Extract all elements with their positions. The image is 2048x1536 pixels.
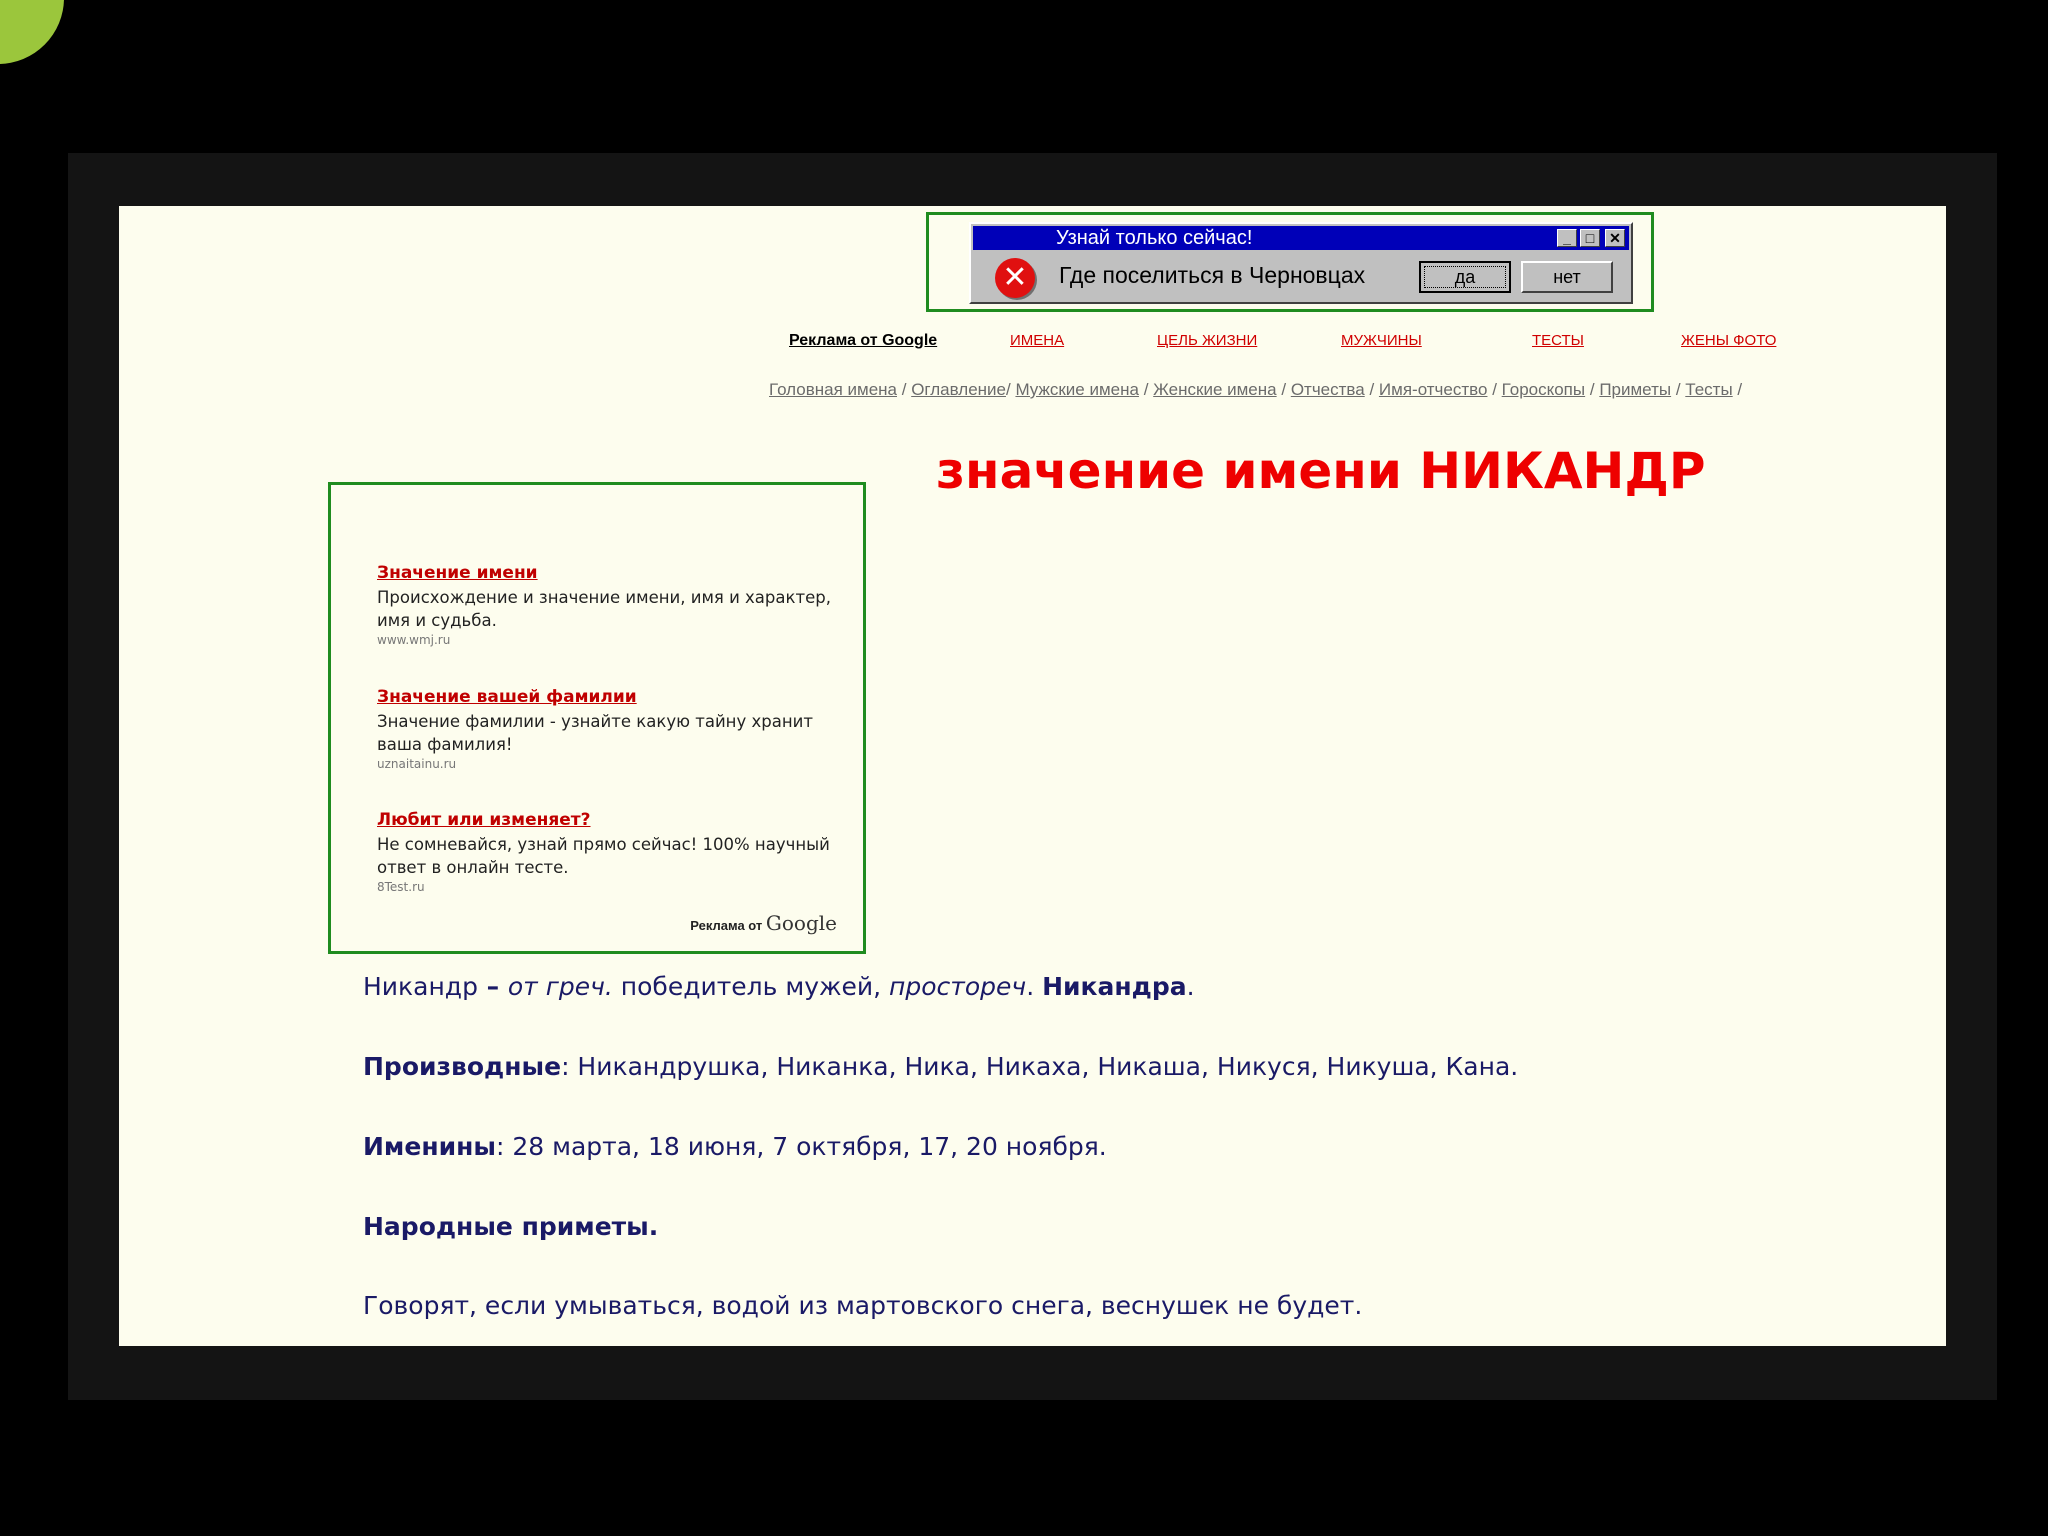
origin-text: от греч. xyxy=(507,972,613,1001)
derivatives-text: : Никандрушка, Никанка, Ника, Никаха, Никаша, Никуся, Никуша, Кана. xyxy=(561,1052,1519,1081)
name-text: Никандр xyxy=(363,972,478,1001)
ad-description: Значение фамилии - узнайте какую тайну хранит ваша фамилия! xyxy=(377,712,813,754)
meaning-text: победитель мужей, xyxy=(612,972,890,1001)
breadcrumb-item[interactable]: Оглавление xyxy=(911,380,1006,399)
breadcrumb-item[interactable]: Отчества xyxy=(1290,380,1365,399)
variant-text: Никандра xyxy=(1042,972,1187,1001)
ad-description: Не сомневайся, узнай прямо сейчас! 100% научный ответ в онлайн тесте. xyxy=(377,835,830,877)
nav-link-tests[interactable]: ТЕСТЫ xyxy=(1532,332,1584,349)
dash-text: – xyxy=(477,972,508,1001)
breadcrumb-separator: / xyxy=(1675,380,1681,399)
breadcrumb-separator: / xyxy=(1005,380,1011,399)
nav-link-names[interactable]: ИМЕНА xyxy=(1010,332,1065,349)
ad-url[interactable]: 8Test.ru xyxy=(377,880,425,894)
yes-button[interactable]: да xyxy=(1419,261,1511,293)
dialog-titlebar xyxy=(973,226,1629,250)
page-title: значение имени НИКАНДР xyxy=(936,442,1706,500)
nav-link-life-goal[interactable]: ЦЕЛЬ ЖИЗНИ xyxy=(1157,332,1258,349)
nav-link-wives-photo[interactable]: ЖЕНЫ ФОТО xyxy=(1681,332,1777,349)
ad-title-link[interactable]: Любит или изменяет? xyxy=(377,810,591,830)
colloquial-label: простореч xyxy=(889,972,1027,1001)
fake-dialog-window[interactable] xyxy=(969,222,1633,304)
folk-signs-label: Народные приметы. xyxy=(363,1212,659,1241)
name-days-text: : 28 марта, 18 июня, 7 октября, 17, 20 ноября. xyxy=(495,1132,1107,1161)
folk-signs-heading xyxy=(363,1212,658,1241)
dialog-title: Узнай только сейчас! xyxy=(1056,227,1253,249)
name-days-line xyxy=(363,1132,1107,1161)
breadcrumb-item[interactable]: Мужские имена xyxy=(1015,380,1139,399)
breadcrumb-item[interactable]: Головная имена xyxy=(769,380,897,399)
breadcrumb-separator: / xyxy=(1737,380,1743,399)
popup-ad-banner[interactable] xyxy=(926,212,1654,312)
close-icon[interactable]: ✕ xyxy=(1605,229,1625,247)
ad-description: Происхождение и значение имени, имя и характер, имя и судьба. xyxy=(377,588,831,630)
dot-text: . xyxy=(1026,972,1043,1001)
breadcrumb-separator: / xyxy=(901,380,907,399)
maximize-icon[interactable]: □ xyxy=(1580,229,1600,247)
breadcrumb xyxy=(769,380,1742,400)
ad-item xyxy=(377,563,847,647)
folk-sign-text xyxy=(363,1291,1362,1320)
ads-by-google-label[interactable] xyxy=(690,911,837,935)
breadcrumb-separator: / xyxy=(1143,380,1149,399)
breadcrumb-item[interactable]: Гороскопы xyxy=(1501,380,1586,399)
ad-title-link[interactable]: Значение вашей фамилии xyxy=(377,687,637,707)
google-ads-link[interactable]: Реклама от Google xyxy=(789,332,938,349)
ads-footer-prefix: Реклама от xyxy=(690,918,763,933)
name-origin-line xyxy=(363,972,1195,1001)
derivatives-label: Производные xyxy=(363,1052,562,1081)
web-page xyxy=(119,206,1946,1346)
breadcrumb-separator: / xyxy=(1369,380,1375,399)
dialog-message: Где поселиться в Черновцах xyxy=(1059,262,1366,288)
google-logo-text: Google xyxy=(765,911,837,935)
breadcrumb-item[interactable]: Имя-отчество xyxy=(1378,380,1488,399)
ad-item xyxy=(377,687,847,771)
folk-sign-sentence: Говорят, если умываться, водой из мартовского снега, веснушек не будет. xyxy=(363,1291,1363,1320)
breadcrumb-separator: / xyxy=(1281,380,1287,399)
derivatives-line xyxy=(363,1052,1518,1081)
decorative-corner-circle xyxy=(0,0,64,64)
ad-url[interactable]: www.wmj.ru xyxy=(377,633,451,647)
ad-item xyxy=(377,810,847,894)
ad-url[interactable]: uznaitainu.ru xyxy=(377,757,457,771)
end-text: . xyxy=(1186,972,1195,1001)
breadcrumb-separator: / xyxy=(1589,380,1595,399)
minimize-icon[interactable]: _ xyxy=(1557,229,1577,247)
breadcrumb-item[interactable]: Женские имена xyxy=(1153,380,1277,399)
no-button[interactable]: нет xyxy=(1521,261,1613,293)
breadcrumb-separator: / xyxy=(1492,380,1497,399)
ad-block xyxy=(328,482,866,954)
breadcrumb-item[interactable]: Приметы xyxy=(1599,380,1672,399)
ad-title-link[interactable]: Значение имени xyxy=(377,563,538,583)
error-icon: ✕ xyxy=(995,258,1035,298)
name-days-label: Именины xyxy=(363,1132,496,1161)
nav-link-men[interactable]: МУЖЧИНЫ xyxy=(1341,332,1422,349)
breadcrumb-item[interactable]: Тесты xyxy=(1685,380,1733,399)
